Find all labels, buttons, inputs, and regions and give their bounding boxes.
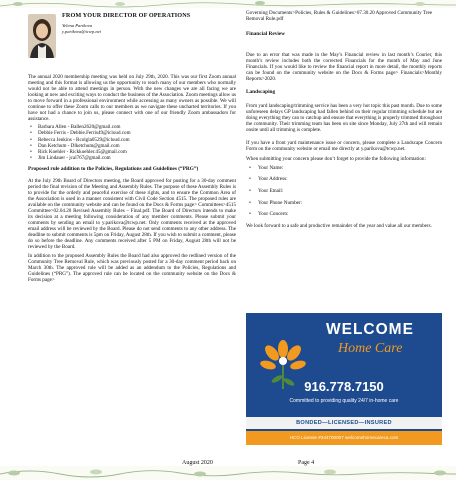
ad-bonded-banner: BONDED—LICENSED—INSURED — [246, 417, 442, 429]
director-photo — [28, 14, 56, 58]
required-info-item: • Your Email: — [246, 188, 442, 195]
leaf-border-bottom — [0, 466, 456, 480]
right-column — [246, 10, 442, 229]
director-name: Yelena Parikova — [62, 23, 93, 28]
column-title: FROM YOUR DIRECTOR OF OPERATIONS — [62, 12, 191, 19]
ad-license-footer: HCO License #344700007 welcomehomecareca.com — [246, 431, 442, 445]
ambassador-item[interactable]: • Rebecca Jenkins - Rcolgla0529@icloud.com — [28, 137, 236, 143]
closing-paragraph: We look forward to a safe and productive remainder of the year and value all our members. — [246, 222, 432, 229]
required-info-item: • Your Phone Number: — [246, 200, 442, 207]
required-info-list — [246, 165, 442, 218]
left-column — [28, 10, 236, 283]
director-header — [28, 10, 236, 74]
footer-page-number: Page 4 — [298, 460, 315, 466]
leaf-border-top — [0, 0, 456, 8]
document-path: Governing Documents>Policies, Rules & Guidelines>07.30.20 Approved Community Tree Removal Rule.pdf — [246, 10, 432, 23]
ad-home-care-text: Home Care — [338, 341, 403, 356]
concern-paragraph: If you have a front yard maintenance issue or concern, please complete a Landscape Concern Form on the community website or email me directly at y.parikova@tcwp.net. — [246, 139, 442, 152]
landscaping-heading: Landscaping — [246, 88, 276, 95]
membership-meeting-paragraph: The annual 2020 membership meeting was held on July 29th, 2020. This was our first Zoom annual meeting and this format is allowing us the opportunity to reach many of our members who normally would not be able to attend meetings in person. With the new changes we are all facing we are looking at new and exciting ways to conduct the business of the Association. Zoom meetings allow us to move forward in a professional environment while accessing as many owners as possible. We will continue to offer these Zoom calls to our members as we navigate these uncharted territories. If you have not had a chance to join us, please connect with one of our friendly Zoom ambassadors for assistance. — [28, 74, 236, 123]
ad-welcome-text: WELCOME — [326, 321, 414, 338]
director-email[interactable]: y.parikova@tcwp.net — [62, 29, 101, 34]
assembly-rules-paragraph: At the July 29th Board of Directors meeting, the Board approved for posting for a 30-day comment period the final revision of the Meeting and Assembly Rules. The purpose of these Assembly Rules is to provide for the orderly and peaceful exercise of these rights, and to ensure the Common Area of the Association is used in a manner consistent with Civil Code Section 4515. The proposed rules are available on the community website and can be found on the Docs & Forms page> Committees>4515 Committee>02.04.20 Revised Assembly Rules – Final.pdf. The Board of Directors intends to make its decision at a meeting following consideration of any member comments. Please submit your comments by sending an email to y.parikova@tcwp.net. Only comments received at the approved email address will be reviewed by the Board. Please do not send comments to any other address. The deadline to submit comments is 5pm on Friday, August 28th. If you wish to submit a comment, please do so before the deadline. Any comments received after 5 PM on Friday, August 28th will not be reviewed by the Board. — [28, 177, 236, 251]
ambassador-list — [28, 124, 236, 161]
financial-review-heading: Financial Review — [246, 31, 285, 38]
landscaping-paragraph: From yard landscaping/trimming service has been a very hot topic this past month. Due to some unforeseen delays GP landscaping had fallen behind on their regular trimming schedule but are doing everything they can to catchup and ensure that everything is properly trimmed throughout the community. Their trimming team has been on site since Monday, July 27th and will remain onsite until all trimming is complete. — [246, 102, 442, 133]
policy-heading: Proposed rule addition to the Policies, Regulations and Guidelines (“PRG”) — [28, 165, 199, 172]
ambassador-item[interactable]: • Dan Ketchum - Dlketchum@gmail.com — [28, 143, 236, 149]
ad-tagline: Committed to providing quality 24/7 in-home care — [289, 398, 399, 404]
ambassador-item[interactable]: • Barbara Allen - Ballen2620@gmail.com — [28, 124, 236, 130]
ambassador-item[interactable]: • Debbie Ferris - Debbie.Ferris49@icloud.com — [28, 130, 236, 136]
ambassador-item[interactable]: • Jim Lindauer - jcal767@gmail.com — [28, 155, 236, 161]
required-info-item: • Your Concern: — [246, 211, 442, 218]
ambassador-item[interactable]: • Rick Koehler - Rickkoehler.45@gmail.com — [28, 149, 236, 155]
submit-instructions: When submitting your concern please don’t forget to provide the following information: — [246, 155, 426, 162]
welcome-home-care-ad[interactable] — [246, 313, 442, 445]
financial-review-paragraph: Due to an error that was made in the May’s Financial review in last month’s Courier, this month’s review includes both the corrected Financials for the month of May and June Financials. If you would like to review the financial report in more detail, the monthly reports can be found on the community website on the Docs & Forms page> Financials>Monthly Reports>2020. — [246, 51, 442, 82]
tree-removal-paragraph: In addition to the proposed Assembly Rules the Board had also approved the redlined version of the Community Tree Removal Rule, which was previously posted for a 30-day comment period back on March 30th. The approved rule will be added as an addendum to the Policies, Regulations and Guidelines (“PRG”). The approved rule can be located on the community website on the Docs & Forms page> — [28, 253, 236, 284]
footer-date: August 2020 — [182, 460, 213, 466]
required-info-item: • Your Address: — [246, 176, 442, 183]
ad-phone-number[interactable]: 916.778.7150 — [304, 379, 384, 394]
required-info-item: • Your Name: — [246, 165, 442, 172]
